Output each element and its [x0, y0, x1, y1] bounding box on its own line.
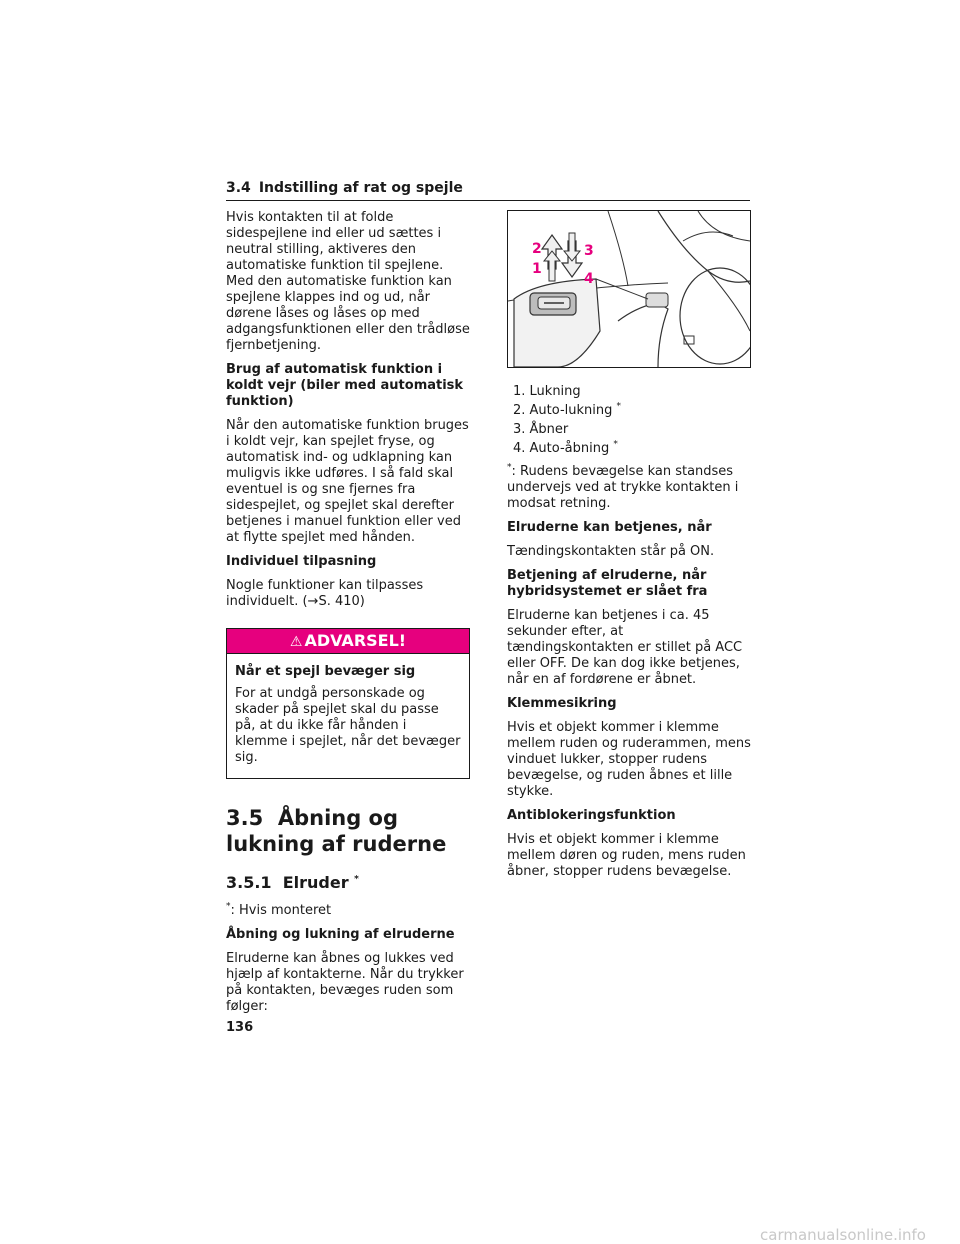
paragraph-open-close: Elruderne kan åbnes og lukkes ved hjælp af kontakterne. Når du trykker på kontakten, bevæges ruden som følger:	[226, 951, 464, 1014]
subsection-title: Elruder	[282, 873, 349, 892]
paragraph-customization: Nogle funktioner kan tilpasses individuelt. (→S. 410)	[226, 578, 424, 609]
paragraph-cold-weather: Når den automatiske funktion bruges i koldt vejr, kan spejlet fryse, og automatisk ind- og udklapning kan muligvis ikke udføres. I så fald skal eventuel is og sne fjernes fra sidespejlet, og spejlet skal derefter betjenes i manuel funktion eller ved at flytte spejlet med hånden.	[226, 418, 469, 545]
heading-cold-weather: Brug af automatisk funktion i koldt vejr (biler med automatisk funktion)	[226, 362, 464, 409]
footnote-marker: *	[507, 462, 512, 473]
section-heading	[226, 805, 470, 857]
list-item-text: 3. Åbner	[513, 422, 569, 437]
illustration-svg	[508, 211, 750, 367]
subsection-number: 3.5.1	[226, 873, 272, 892]
list-item	[513, 401, 751, 420]
page-number: 136	[226, 1020, 254, 1035]
footnote-marker: *	[354, 874, 359, 885]
heading-hybrid-off: Betjening af elruderne, når hybridsystemet er slået fra	[507, 568, 708, 599]
list-item-text: 4. Auto-åbning	[513, 441, 610, 456]
warning-title-text: ADVARSEL!	[304, 631, 407, 650]
footnote-marker: *	[226, 901, 231, 912]
paragraph-hybrid-off: Elruderne kan betjenes i ca. 45 sekunder efter, at tændingskontakten er stillet på ACC eller OFF. De kan dog ikke betjenes, når en af fordørene er åbnet.	[507, 608, 743, 687]
switch-operations-list	[507, 382, 751, 458]
paragraph-anti-block: Hvis et objekt kommer i klemme mellem døren og ruden, mens ruden åbner, stopper rudens bevægelse.	[507, 832, 746, 879]
warning-box	[226, 628, 470, 779]
warning-text: For at undgå personskade og skader på spejlet skal du passe på, at du ikke får hånden i klemme i spejlet, når det bevæger sig.	[235, 686, 461, 765]
footnote-stop-movement	[507, 464, 751, 512]
figure-label-3: 3	[584, 243, 594, 259]
paragraph-jam-protection: Hvis et objekt kommer i klemme mellem ruden og ruderammen, mens vinduet lukker, stopper rudens bevægelse, og ruden åbnes et lille stykke.	[507, 720, 751, 799]
heading-operable-when: Elruderne kan betjenes, når	[507, 520, 712, 535]
subsection-heading	[226, 873, 470, 893]
paragraph-auto-fold: Hvis kontakten til at folde sidespejlene ind eller ud sættes i neutral stilling, aktiveres den automatiske funktion til spejlene. Med den automatiske funktion kan spejlene klappes ind og ud, når dørene låses og låses op med adgangsfunktionen eller den trådløse fjernbetjening.	[226, 210, 470, 353]
watermark: carmanualsonline.info	[760, 1226, 926, 1244]
chapter-number: 3.4	[226, 180, 251, 196]
warning-subtitle: Når et spejl bevæger sig	[235, 664, 416, 679]
warning-icon: ⚠	[289, 634, 303, 650]
warning-title	[227, 629, 469, 654]
figure-label-2: 2	[532, 241, 542, 257]
chapter-header	[226, 180, 750, 201]
warning-body	[227, 654, 469, 778]
window-switch-illustration	[507, 210, 751, 368]
footnote-marker: *	[613, 439, 618, 450]
list-item	[513, 439, 751, 458]
list-item	[513, 382, 751, 401]
heading-jam-protection: Klemmesikring	[507, 696, 617, 711]
footnote-marker: *	[616, 401, 622, 412]
figure-label-1: 1	[532, 261, 542, 277]
list-item-text: 1. Lukning	[513, 384, 581, 399]
heading-anti-block: Antiblokeringsfunktion	[507, 808, 676, 823]
left-column	[226, 210, 470, 1023]
list-item	[513, 420, 751, 439]
section-number: 3.5	[226, 806, 264, 830]
paragraph-operable-when: Tændingskontakten står på ON.	[507, 544, 715, 559]
list-item-text: 2. Auto-lukning	[513, 403, 613, 418]
heading-open-close: Åbning og lukning af elruderne	[226, 927, 455, 942]
footnote-text: : Rudens bevægelse kan standses undervejs ved at trykke kontakten i modsat retning.	[507, 464, 739, 511]
section-title: Åbning og lukning af ruderne	[226, 806, 447, 856]
chapter-title: Indstilling af rat og spejle	[258, 180, 463, 196]
footnote-installed	[226, 903, 470, 919]
right-column	[507, 210, 751, 888]
footnote-text: : Hvis monteret	[230, 903, 332, 918]
figure-label-4: 4	[584, 271, 594, 287]
heading-customization: Individuel tilpasning	[226, 554, 377, 569]
